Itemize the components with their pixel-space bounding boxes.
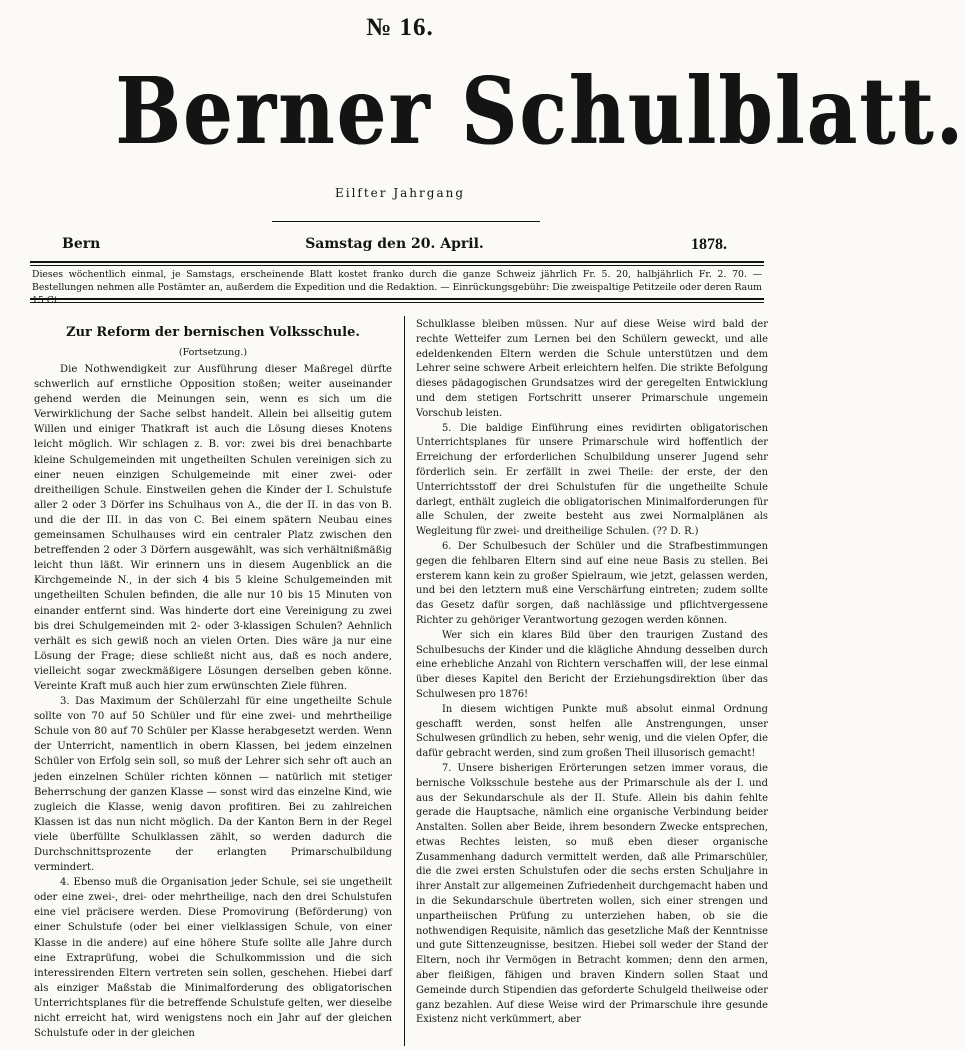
column-divider — [404, 316, 405, 1046]
right-column — [416, 318, 768, 1028]
issue-year: 1878. — [691, 236, 727, 253]
place: Bern — [62, 236, 101, 252]
issue-number: № 16. — [366, 14, 434, 41]
paragraph: 6. Der Schulbesuch der Schüler und die Strafbestimmungen gegen die fehlbaren Eltern sind auf eine neue Basis zu stellen. Bei ersterem kann kein zu großer Spielraum, wie jetzt, gelassen werden, und bei den letztern muß eine Verschärfung eintreten; zudem sollte das Gesetz dafür sorgen, daß nachlässige und pflichtvergessene Richter zu gehöriger Verantwortung gezogen werden können. — [416, 540, 768, 626]
newspaper-title: Berner Schulblatt. — [115, 57, 965, 165]
article-title: Zur Reform der bernischen Volksschule. — [66, 325, 360, 340]
paragraph: 3. Das Maximum der Schülerzahl für eine ungetheilte Schule sollte von 70 auf 50 Schüler und für eine zwei- und mehrtheilige Schule von 80 auf 70 Schüler per Klasse herabgesetzt werden. Wenn der Unterricht, namentlich in obern Klassen, bei jedem einzelnen Schüler von Erfolg sein soll, so muß der Lehrer sich sehr oft auch an jeden einzelnen Schüler richten können — natürlich mit stetiger Beherrschung der ganzen Klasse — sonst wird das einzelne Kind, wie zugleich die Klasse, wenig davon profitiren. Bei zu zahlreichen Klassen ist das nun nicht möglich. Da der Kanton Bern in der Regel viele überfüllte Schulklassen zählt, so werden dadurch die Durchschnittsprozente der erlangten Primarschulbildung vermindert. — [34, 696, 392, 874]
volume-line: Eilfter Jahrgang — [334, 186, 466, 200]
header-divider — [272, 221, 540, 222]
issue-date: Samstag den 20. April. — [305, 236, 484, 252]
dateline — [62, 236, 727, 256]
paragraph: In diesem wichtigen Punkte muß absolut einmal Ordnung geschafft werden, sonst helfen alle Anstrengungen, unser Schulwesen gründlich zu heben, sehr wenig, und die vielen Opfer, die dafür gebracht werden, sind zum großen Theil illusorisch gemacht! — [416, 703, 768, 760]
subscription-notice: Dieses wöchentlich einmal, je Samstags, erscheinende Blatt kostet franko durch die ganze Schweiz jährlich Fr. 5. 20, halbjährlich Fr. 2. 70. — Bestellungen nehmen alle Postämter an, außerdem die Expedition und die Redaktion. — Einrückungsgebühr: Die zweispaltige Petitzeile oder deren Raum 15 Ct. — [32, 269, 762, 306]
paragraph: Schulklasse bleiben müssen. Nur auf diese Weise wird bald der rechte Wetteifer zum Lernen bei den Schülern geweckt, und alle edeldenkenden Eltern werden die Schule unterstützen und dem Lehrer seine schwere Arbeit erleichtern helfen. Die strikte Befolgung dieses pädagogischen Grundsatzes wird der geregelten Entwicklung und dem stetigen Fortschritt unserer Primarschule ungemein Vorschub leisten. — [416, 319, 768, 419]
article-subtitle: (Fortsetzung.) — [178, 347, 248, 358]
notice-rule-bottom — [30, 298, 764, 303]
paragraph: 4. Ebenso muß die Organisation jeder Schule, sei sie ungetheilt oder eine zwei-, drei- oder mehrtheilige, nach den drei Schulstufen eine viel präcisere werden. Diese Promovirung (Beförderung) von einer Schulstufe (oder bei einer vielklassigen Schule, von einer Klasse in die andere) auf eine höhere Stufe sollte alle Jahre durch eine Extraprüfung, wobei die Schulkommission und die sich interessirenden Eltern vertreten sein sollen, geschehen. Hiebei darf als einziger Maßstab die Minimalforderung des obligatorischen Unterrichtsplanes für die betreffende Schulstufe gelten, wer dieselbe nicht erreicht hat, wird wenigstens noch ein Jahr auf der gleichen Schulstufe oder in der gleichen — [34, 877, 392, 1040]
paragraph: Wer sich ein klares Bild über den traurigen Zustand des Schulbesuchs der Kinder und die klägliche Ahndung desselben durch eine erhebliche Anzahl von Richtern verschaffen will, der lese einmal über dieses Kapitel den Bericht der Erziehungsdirektion über das Schulwesen pro 1876! — [416, 629, 768, 700]
paragraph: 5. Die baldige Einführung eines revidirten obligatorischen Unterrichtsplanes für unsere Primarschule wird hoffentlich der Erreichung der erforderlichen Schulbildung unserer Jugend sehr förderlich sein. Er zerfällt in zwei Theile: der erste, der den Unterrichtsstoff der drei Schulstufen für die ungetheilte Schule darlegt, enthält zugleich die obligatorischen Minimalforderungen für alle Schulen, der zweite besteht aus zwei Normalplänen als Wegleitung für zwei- und dreitheilige Schulen. (?? D. R.) — [416, 422, 768, 538]
notice-rule-top — [30, 261, 764, 266]
paragraph: Die Nothwendigkeit zur Ausführung dieser Maßregel dürfte schwerlich auf ernstliche Opposition stoßen; weiter auseinander gehend werden die Meinungen sein, wenn es sich um die Verwirklichung der Sache selbst handelt. Allein bei allseitig gutem Willen und einiger Thatkraft ist auch die Lösung dieses Knotens leicht möglich. Wir schlagen z. B. vor: zwei bis drei benachbarte kleine Schulgemeinden mit ungetheilten Schulen vereinigen sich zu einer neuen einzigen Schulgemeinde mit einer zwei- oder dreitheiligen Schule. Einstweilen gehen die Kinder der I. Schulstufe aller 2 oder 3 Dörfer ins Schulhaus von A., die der II. in das von B. und die der III. in das von C. Bei einem spätern Neubau eines gemeinsamen Schulhauses wird ein centraler Platz zwischen den betreffenden 2 oder 3 Dörfern ausgewählt, was sich verhältnißmäßig leicht thun läßt. Wir erinnern uns in diesem Augenblick an die Kirchgemeinde N., in der sich 4 bis 5 kleine Schulgemeinden mit ungetheilten Schulen befinden, die alle nur 10 bis 15 Minuten von einander entfernt sind. Was hinderte dort eine Vereinigung zu zwei bis drei Schulgemeinden mit 2- oder 3-klassigen Schulen? Aehnlich verhält es sich gewiß noch an vielen Orten. Dies wäre ja nur eine Lösung der Frage; diese schließt nicht aus, daß es noch andere, vielleicht sogar zweckmäßigere Lösungen derselben geben könne. Vereinte Kraft muß auch hier zum erwünschten Ziele führen. — [34, 364, 392, 692]
paragraph: 7. Unsere bisherigen Erörterungen setzen immer voraus, die bernische Volksschule bestehe aus der Primarschule als der I. und aus der Sekundarschule als der II. Stufe. Allein bis dahin fehlte gerade die Hauptsache, nämlich eine organische Verbindung beider Anstalten. Sollen aber Beide, ihrem besondern Zwecke entsprechen, etwas Rechtes leisten, so muß eben dieser organische Zusammenhang dadurch vermittelt werden, daß alle Primarschüler, die die zwei ersten Schulstufen oder die sechs ersten Schuljahre in ihrer Anstalt zur allgemeinen Zufriedenheit durchgemacht haben und in die Sekundarschule übertreten wollen, sich einer strengen und unpartheiischen Prüfung zu unterziehen haben, ob sie die nothwendigen Requisite, nämlich das gesetzliche Maß der Kenntnisse und gute Sittenzeugnisse, besitzen. Hiebei soll weder der Stand der Eltern, noch ihr Vermögen in Betracht kommen; denn den armen, aber fleißigen, fähigen und braven Kindern sollen Staat und Gemeinde durch Stipendien das geforderte Schulgeld theilweise oder ganz bezahlen. Auf diese Weise wird der Primarschule ihre gesunde Existenz nicht verkümmert, aber — [416, 762, 768, 1026]
left-column — [34, 318, 392, 1041]
